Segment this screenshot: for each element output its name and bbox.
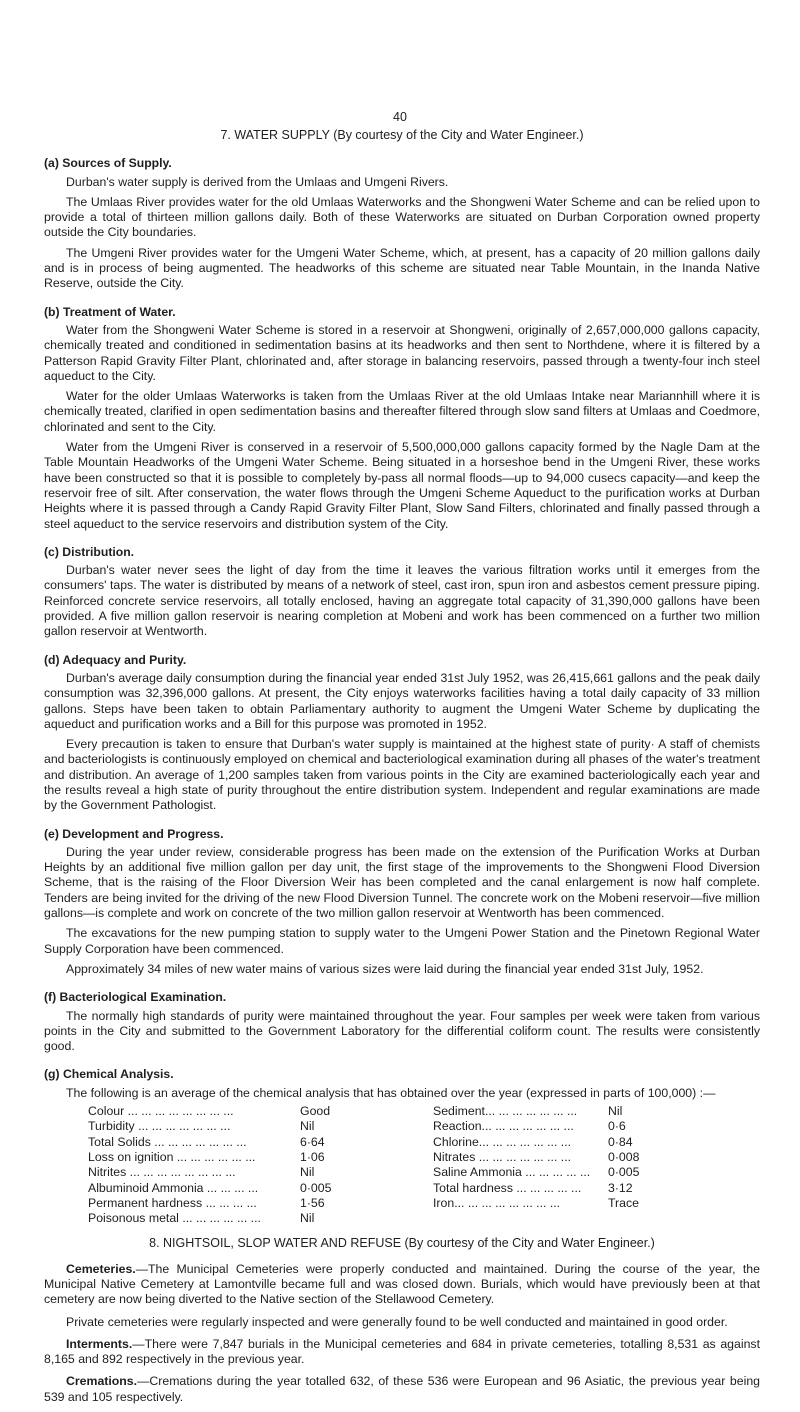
- row-value: 3·12: [608, 1180, 633, 1195]
- row-label: Total hardness ... ... ... ... ...: [433, 1180, 582, 1195]
- row-label: Nitrates ... ... ... ... ... ... ...: [433, 1149, 572, 1164]
- cremations-paragraph: [44, 1374, 760, 1405]
- row-label: Poisonous metal ... ... ... ... ... ...: [88, 1211, 261, 1226]
- subsection-sources: [44, 156, 760, 291]
- table-row: [433, 1119, 673, 1134]
- table-row: [88, 1104, 378, 1119]
- row-value: 6·64: [300, 1134, 325, 1149]
- table-row: [88, 1165, 378, 1180]
- subsection-distribution: [44, 545, 760, 640]
- subsection-bacteriological: [44, 990, 760, 1054]
- table-row: [88, 1150, 378, 1165]
- row-label: Sediment... ... ... ... ... ... ...: [433, 1104, 578, 1119]
- table-row: [433, 1181, 673, 1196]
- row-value: 0·005: [608, 1165, 640, 1180]
- table-row: [433, 1165, 673, 1180]
- row-label: Chlorine... ... ... ... ... ... ...: [433, 1134, 572, 1149]
- paragraph: The Umgeni River provides water for the Umgeni Water Scheme, which, at present, has a capacity of 20 million gallons daily and is in process of being augmented. The headworks of this scheme are situated near Table Mountain, in the Inanda Native Reserve, outside the City.: [44, 245, 760, 291]
- row-value: Nil: [608, 1104, 623, 1119]
- row-label: Saline Ammonia ... ... ... ... ...: [433, 1165, 591, 1180]
- row-value: 1·56: [300, 1195, 325, 1210]
- paragraph: The excavations for the new pumping station to supply water to the Umgeni Power Station and the Pinetown Regional Water Supply Corporation have been commenced.: [44, 926, 760, 956]
- paragraph: Durban's water never sees the light of day from the time it leaves the various filtration works until it emerges from the consumers' taps. The water is distributed by means of a network of steel, cast iron, spun iron and asbestos cement pressure piping. Reinforced concrete service reservoirs, all totally enclosed, having an aggregate total capacity of 31,390,000 gallons have been provided. A five million gallon reservoir is nearing completion at Mobeni and work has been commenced on a further two million gallon reservoir at Wentworth.: [44, 563, 760, 639]
- row-value: Trace: [608, 1195, 639, 1210]
- page-number: 40: [393, 110, 407, 124]
- table-row: [88, 1211, 378, 1226]
- row-label: Reaction... ... ... ... ... ... ...: [433, 1119, 574, 1134]
- subsection-heading: (a) Sources of Supply.: [44, 156, 172, 171]
- interments-paragraph: [44, 1337, 760, 1368]
- paragraph: The following is an average of the chemical analysis that has obtained over the year (expressed in parts of 100,000) :—: [66, 1085, 716, 1100]
- row-value: 0·005: [300, 1180, 332, 1195]
- paragraph-heading: Cemeteries.: [66, 1261, 136, 1276]
- subsection-adequacy: [44, 653, 760, 814]
- paragraph: Every precaution is taken to ensure that Durban's water supply is maintained at the highest state of purity· A staff of chemists and bacteriologists is continuously employed on chemical and bacteriological examination during all phases of the water's treatment and distribution. An average of 1,200 samples taken from various points in the City are examined bacteriologically each year and the results reveal a high state of purity throughout the entire distribution system. Independent and regular examinations are made by the Government Pathologist.: [44, 737, 760, 813]
- table-row: [433, 1135, 673, 1150]
- paragraph: During the year under review, considerable progress has been made on the extension of the Purification Works at Durban Heights by an additional five million gallon per day unit, the first stage of the improvements to the Shongweni Flood Diversion Scheme, that is the raising of the Floor Diversion Weir has been completed and the canal enlargement is now half complete. Tenders are being invited for the driving of the new Flood Diversion Tunnel. The concrete work on the Mobeni reservoir—five million gallons—is complete and work on concrete of the two million gallon reservoir at Wentworth has been commenced.: [44, 844, 760, 921]
- row-label: Iron... ... ... ... ... ... ... ...: [433, 1195, 561, 1210]
- paragraph: Approximately 34 miles of new water mains of various sizes were laid during the financial year ended 31st July, 1952.: [66, 961, 704, 976]
- row-value: Nil: [300, 1211, 315, 1226]
- paragraph: The Umlaas River provides water for the old Umlaas Waterworks and the Shongweni Water Scheme and can be relied upon to provide a total of thirteen million gallons daily. Both of these Waterworks are situated on Durban Corporation owned property outside the City boundaries.: [44, 194, 760, 240]
- chemical-analysis-table: [88, 1104, 760, 1226]
- paragraph: The normally high standards of purity were maintained throughout the year. Four samples per week were taken from various points in the City and submitted to the Government Laboratory for the differential coliform count. The results were consistently good.: [44, 1008, 760, 1054]
- paragraph: Water from the Shongweni Water Scheme is stored in a reservoir at Shongweni, originally of 2,657,000,000 gallons capacity, chemically treated and conditioned in sedimentation basins at its headworks and then sent to Northdene, where it is filtered by a Patterson Rapid Gravity Filter Plant, chlorinated and, after storage in balancing reservoirs, passed through a twenty-four inch steel aqueduct to the City.: [44, 322, 760, 383]
- document-body: [44, 128, 760, 1412]
- subsection-heading: (b) Treatment of Water.: [44, 304, 176, 319]
- cemeteries-paragraph: [44, 1262, 760, 1308]
- row-value: Good: [300, 1104, 331, 1119]
- table-row: [433, 1196, 673, 1211]
- table-row: [88, 1181, 378, 1196]
- chemical-column-right: [433, 1104, 673, 1226]
- chemical-column-left: [88, 1104, 378, 1226]
- row-value: 0·008: [608, 1149, 640, 1164]
- table-row: [88, 1196, 378, 1211]
- section-7-title: 7. WATER SUPPLY (By courtesy of the City and Water Engineer.): [220, 128, 584, 142]
- row-label: Loss on ignition ... ... ... ... ... ...: [88, 1149, 256, 1164]
- row-label: Nitrites ... ... ... ... ... ... ... ...: [88, 1165, 236, 1180]
- paragraph: Water from the Umgeni River is conserved in a reservoir of 5,500,000,000 gallons capacity formed by the Nagle Dam at the Table Mountain Headworks of the Umgeni Water Scheme. Being situated in a horseshoe bend in the Umgeni River, these works have been constructed so that it is possible to completely by-pass all normal floods—up to 94,000 cusecs capacity—and keep the reservoir free of silt. After conservation, the water flows through the Umgeni Scheme Aqueduct to the purification works at Durban Heights where it is passed through a Candy Rapid Gravity Filter Plant, Slow Sand Filters, chlorinated and finally passed through a steel aqueduct to the service reservoirs and distribution system of the City.: [44, 440, 760, 531]
- subsection-treatment: [44, 305, 760, 532]
- paragraph-text: —Cremations during the year totalled 632, of these 536 were European and 96 Asiatic, the previous year being 539 and 105 respectively.: [44, 1374, 760, 1404]
- subsection-heading: (d) Adequacy and Purity.: [44, 652, 187, 667]
- subsection-chemical: [44, 1067, 760, 1226]
- table-row: [433, 1104, 673, 1119]
- row-label: Permanent hardness ... ... ... ...: [88, 1195, 257, 1210]
- subsection-heading: (e) Development and Progress.: [44, 826, 224, 841]
- row-value: 0·6: [608, 1119, 626, 1134]
- row-label: Turbidity ... ... ... ... ... ... ...: [88, 1119, 231, 1134]
- subsection-heading: (f) Bacteriological Examination.: [44, 990, 227, 1005]
- paragraph-text: —The Municipal Cemeteries were properly conducted and maintained. During the course of the year, the Municipal Native Cemetery at Lamontville became full and was closed down. Burials, which would have previously been at that cemetery are now being diverted to the Native section of the Stellawood Cemetery.: [44, 1261, 760, 1307]
- private-cemeteries-paragraph: Private cemeteries were regularly inspected and were generally found to be well conducted and maintained in good order.: [66, 1314, 728, 1329]
- paragraph-heading: Cremations.: [66, 1374, 138, 1389]
- row-label: Albuminoid Ammonia ... ... ... ...: [88, 1180, 259, 1195]
- paragraph-text: —There were 7,847 burials in the Municipal cemeteries and 684 in private cemeteries, totalling 8,531 as against 8,165 and 892 respectively in the previous year.: [44, 1336, 760, 1367]
- table-row: [433, 1150, 673, 1165]
- table-row: [88, 1135, 378, 1150]
- paragraph: Durban's average daily consumption during the financial year ended 31st July 1952, was 26,415,661 gallons and the peak daily consumption was 32,396,000 gallons. At present, the City enjoys waterworks facilities having a total daily capacity of 33 million gallons. Steps have been taken to obtain Parliamentary authority to augment the Umgeni Water Scheme by duplicating the aqueduct and purification works and a Bill for this purpose was promoted in 1952.: [44, 670, 760, 731]
- subsection-development: [44, 827, 760, 978]
- row-value: 1·06: [300, 1149, 325, 1164]
- row-value: Nil: [300, 1119, 315, 1134]
- row-value: 0·84: [608, 1134, 633, 1149]
- row-label: Total Solids ... ... ... ... ... ... ...: [88, 1134, 247, 1149]
- row-label: Colour ... ... ... ... ... ... ... ...: [88, 1104, 234, 1119]
- table-row: [88, 1119, 378, 1134]
- section-8-title: 8. NIGHTSOIL, SLOP WATER AND REFUSE (By courtesy of the City and Water Engineer.): [149, 1236, 655, 1251]
- row-value: Nil: [300, 1165, 315, 1180]
- subsection-heading: (g) Chemical Analysis.: [44, 1067, 174, 1082]
- paragraph-heading: Interments.: [66, 1336, 133, 1351]
- subsection-heading: (c) Distribution.: [44, 544, 135, 559]
- paragraph: Durban's water supply is derived from the Umlaas and Umgeni Rivers.: [66, 174, 449, 189]
- paragraph: Water for the older Umlaas Waterworks is taken from the Umlaas River at the old Umlaas Intake near Mariannhill where it is chemically treated, clarified in open sedimentation basins and thereafter filtered through slow sand filters at Umlaas and Coedmore, chlorinated and sent to the City.: [44, 389, 760, 434]
